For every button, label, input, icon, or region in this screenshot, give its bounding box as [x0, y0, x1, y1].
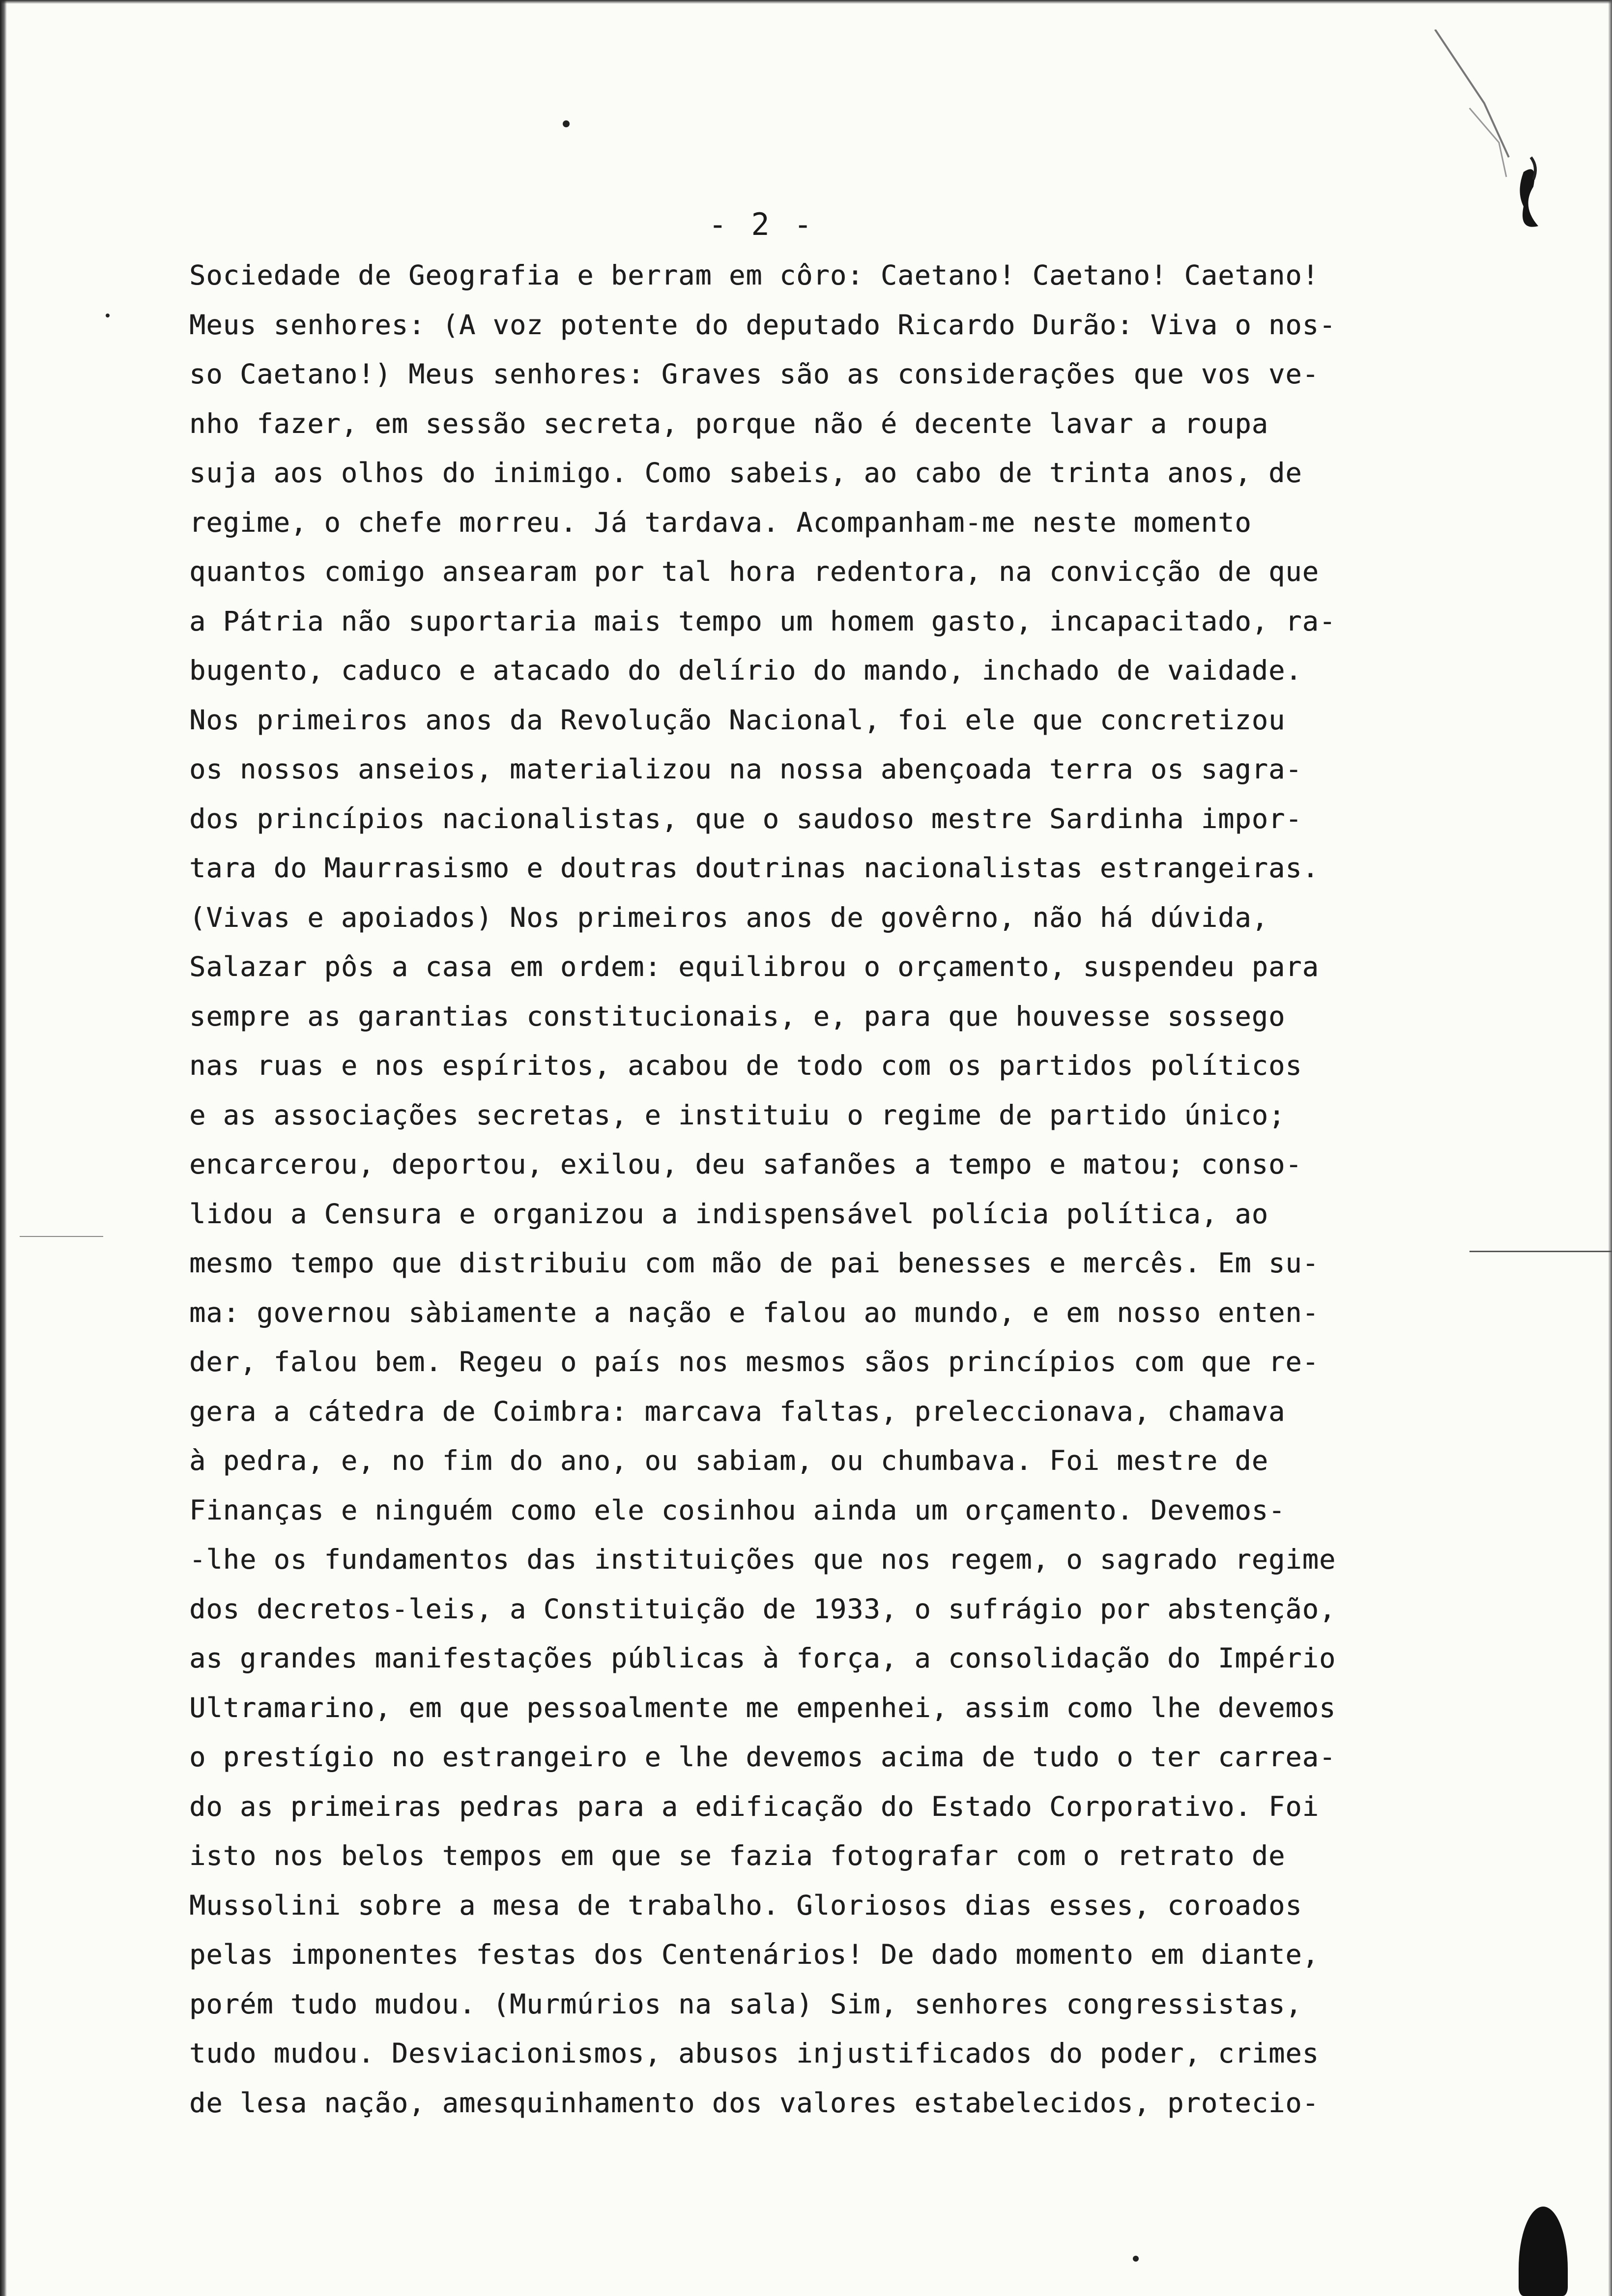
text-line-2: Meus senhores: (A voz potente do deputado Ricardo Durão: Viva o nos-: [189, 309, 1336, 341]
text-line-28: dos decretos-leis, a Constituição de 1933, o sufrágio por abstenção,: [189, 1593, 1336, 1625]
text-line-22: ma: governou sàbiamente a nação e falou ao mundo, e em nosso enten-: [189, 1296, 1319, 1328]
text-line-24: gera a cátedra de Coimbra: marcava faltas, preleccionava, chamava: [189, 1395, 1286, 1427]
typewritten-body: [189, 251, 1536, 2127]
text-line-4: nho fazer, em sessão secreta, porque não é decente lavar a roupa: [189, 407, 1269, 439]
text-line-17: nas ruas e nos espíritos, acabou de todo com os partidos políticos: [189, 1050, 1302, 1081]
ink-speck: [563, 120, 570, 127]
text-line-34: Mussolini sobre a mesa de trabalho. Gloriosos dias esses, coroados: [189, 1889, 1302, 1921]
text-line-19: encarcerou, deportou, exilou, deu safanões a tempo e matou; conso-: [189, 1148, 1302, 1180]
text-line-33: isto nos belos tempos em que se fazia fotografar com o retrato de: [189, 1840, 1286, 1871]
text-line-38: de lesa nação, amesquinhamento dos valores estabelecidos, protecio-: [189, 2087, 1319, 2119]
text-line-11: os nossos anseios, materializou na nossa abençoada terra os sagra-: [189, 753, 1302, 785]
text-line-30: Ultramarino, em que pessoalmente me empenhei, assim como lhe devemos: [189, 1692, 1336, 1723]
text-line-9: bugento, caduco e atacado do delírio do mando, inchado de vaidade.: [189, 655, 1302, 686]
binding-edge-shadow: [0, 0, 7, 2296]
text-line-27: -lhe os fundamentos das instituições que nos regem, o sagrado regime: [189, 1544, 1336, 1575]
text-line-25: à pedra, e, no fim do ano, ou sabiam, ou chumbava. Foi mestre de: [189, 1445, 1269, 1476]
text-line-37: tudo mudou. Desviacionismos, abusos injustificados do poder, crimes: [189, 2038, 1319, 2069]
text-line-13: tara do Maurrasismo e doutras doutrinas nacionalistas estrangeiras.: [189, 852, 1319, 884]
scan-hairline: [1469, 1251, 1612, 1252]
ink-speck: [106, 314, 110, 317]
text-line-15: Salazar pôs a casa em ordem: equilibrou o orçamento, suspendeu para: [189, 951, 1319, 982]
text-line-20: lidou a Censura e organizou a indispensável polícia política, ao: [189, 1198, 1269, 1230]
text-line-21: mesmo tempo que distribuiu com mão de pai benesses e mercês. Em su-: [189, 1247, 1319, 1279]
text-line-18: e as associações secretas, e instituiu o regime de partido único;: [189, 1099, 1286, 1131]
text-line-26: Finanças e ninguém como ele cosinhou ainda um orçamento. Devemos-: [189, 1494, 1286, 1526]
page-number: - 2 -: [708, 206, 815, 242]
text-line-3: so Caetano!) Meus senhores: Graves são as considerações que vos ve-: [189, 358, 1319, 390]
ink-blot: [1519, 2207, 1568, 2296]
text-line-36: porém tudo mudou. (Murmúrios na sala) Sim, senhores congressistas,: [189, 1988, 1302, 2020]
text-line-7: quantos comigo ansearam por tal hora redentora, na convicção de que: [189, 556, 1319, 587]
text-line-35: pelas imponentes festas dos Centenários! De dado momento em diante,: [189, 1939, 1319, 1970]
text-line-31: o prestígio no estrangeiro e lhe devemos acima de tudo o ter carrea-: [189, 1741, 1336, 1773]
text-line-14: (Vivas e apoiados) Nos primeiros anos de govêrno, não há dúvida,: [189, 901, 1269, 933]
text-line-10: Nos primeiros anos da Revolução Nacional, foi ele que concretizou: [189, 704, 1286, 736]
top-edge-shadow: [0, 0, 1612, 4]
text-line-16: sempre as garantias constitucionais, e, para que houvesse sossego: [189, 1000, 1286, 1032]
right-edge-shadow: [1608, 0, 1612, 2296]
text-line-29: as grandes manifestações públicas à força, a consolidação do Império: [189, 1642, 1336, 1674]
text-line-8: a Pátria não suportaria mais tempo um homem gasto, incapacitado, ra-: [189, 605, 1336, 637]
text-line-32: do as primeiras pedras para a edificação do Estado Corporativo. Foi: [189, 1790, 1319, 1822]
corner-fold-mark: [1425, 29, 1553, 246]
ink-speck: [1133, 2256, 1139, 2262]
text-line-12: dos princípios nacionalistas, que o saudoso mestre Sardinha impor-: [189, 803, 1302, 834]
text-line-5: suja aos olhos do inimigo. Como sabeis, ao cabo de trinta anos, de: [189, 457, 1302, 488]
scan-hairline: [20, 1236, 103, 1237]
text-line-23: der, falou bem. Regeu o país nos mesmos sãos princípios com que re-: [189, 1346, 1319, 1378]
text-line-1: Sociedade de Geografia e berram em côro: Caetano! Caetano! Caetano!: [189, 259, 1319, 291]
text-line-6: regime, o chefe morreu. Já tardava. Acompanham-me neste momento: [189, 506, 1252, 538]
